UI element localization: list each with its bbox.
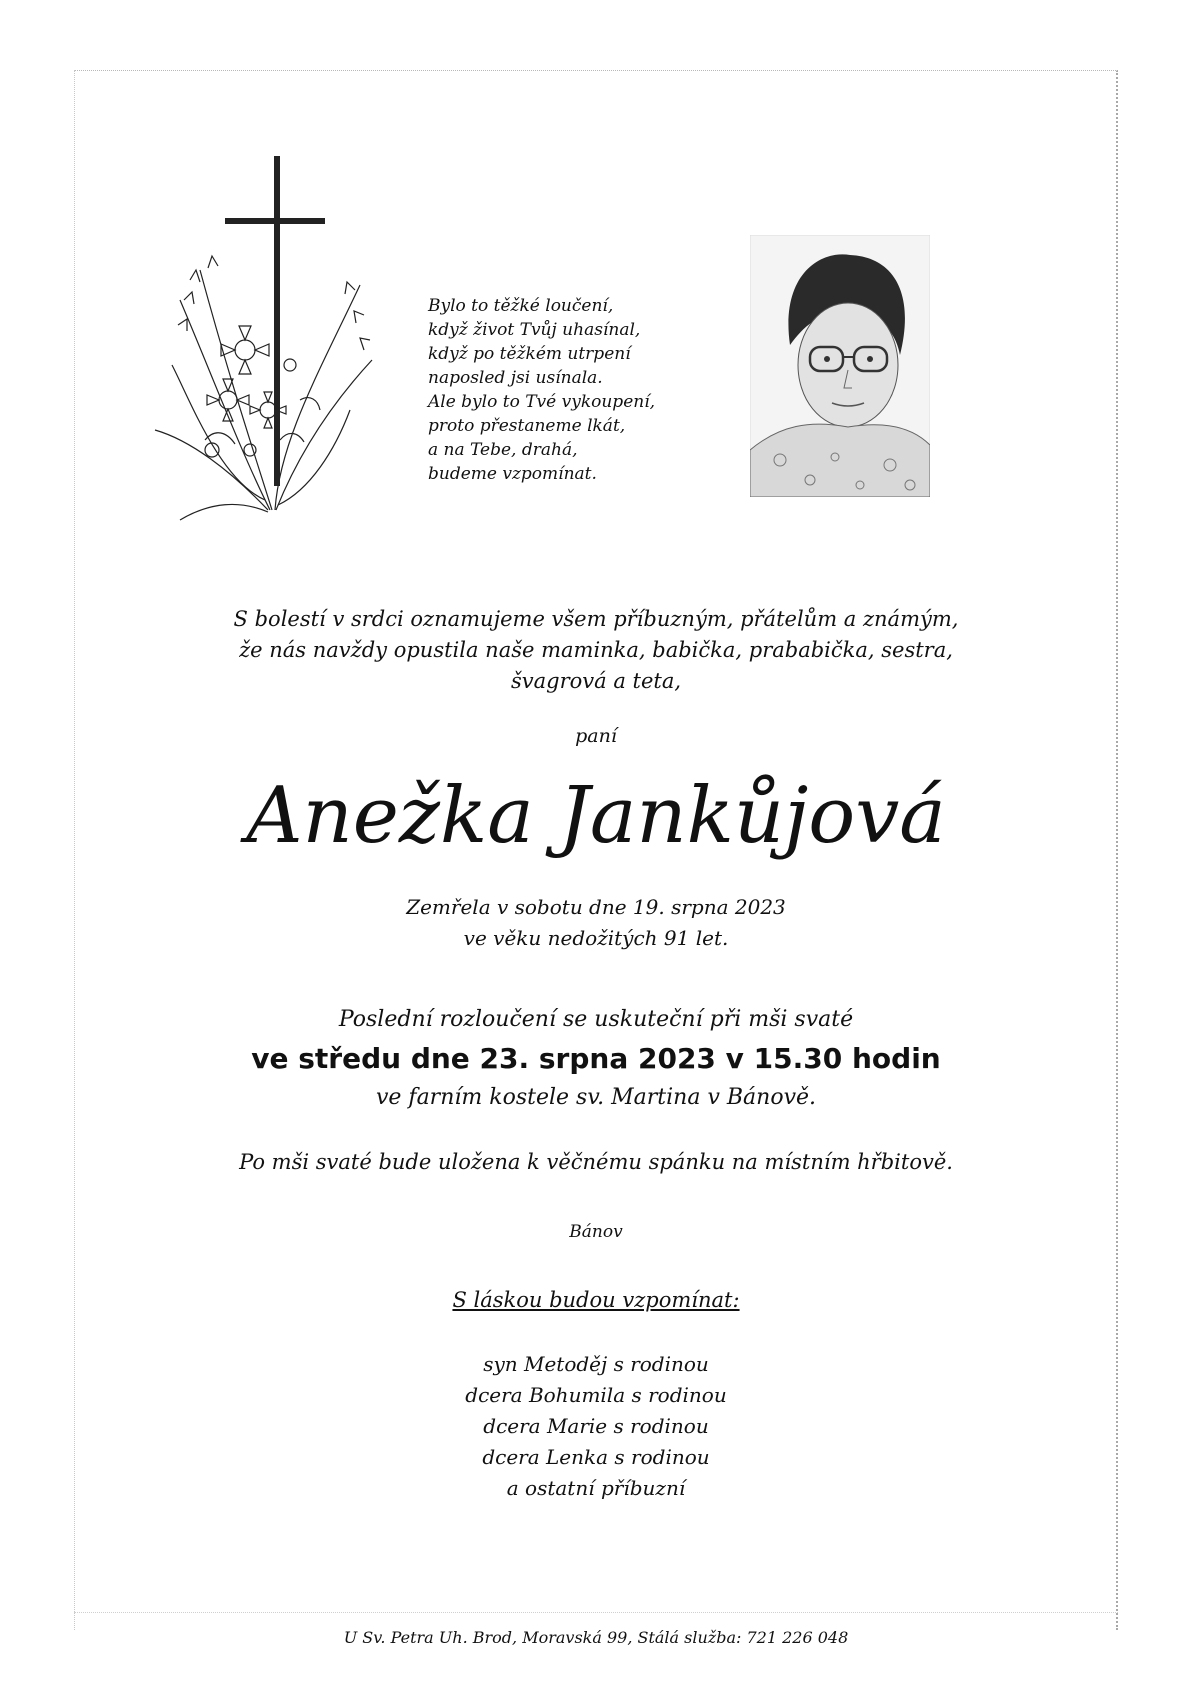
poem-line: když život Tvůj uhasínal, bbox=[428, 320, 641, 340]
mourners-heading: S láskou budou vzpomínat: bbox=[452, 1288, 740, 1312]
poem-line: proto přestaneme lkát, bbox=[428, 416, 626, 436]
list-item: dcera Bohumila s rodinou bbox=[465, 1383, 727, 1407]
farewell-place: ve farním kostele sv. Martina v Bánově. bbox=[375, 1085, 817, 1110]
farewell-intro: Poslední rozloučení se uskuteční při mši svaté bbox=[338, 1007, 854, 1032]
mourners-list bbox=[0, 1349, 1192, 1504]
portrait-photo bbox=[750, 235, 930, 497]
intro-line: švagrová a teta, bbox=[510, 669, 682, 693]
death-line: ve věku nedožitých 91 let. bbox=[463, 926, 729, 950]
deceased-name: Anežka Jankůjová bbox=[246, 771, 946, 861]
honorific: paní bbox=[575, 725, 617, 747]
funeral-service-footer: U Sv. Petra Uh. Brod, Moravská 99, Stálá služba: 721 226 048 bbox=[343, 1628, 849, 1647]
intro-line: S bolestí v srdci oznamujeme všem příbuzným, přátelům a známým, bbox=[233, 607, 959, 631]
list-item: dcera Marie s rodinou bbox=[483, 1414, 709, 1438]
cross-with-flowers-image bbox=[150, 150, 380, 525]
list-item: syn Metoděj s rodinou bbox=[483, 1352, 709, 1376]
list-item: dcera Lenka s rodinou bbox=[482, 1445, 710, 1469]
memorial-poem bbox=[428, 294, 655, 486]
announcement-intro bbox=[0, 604, 1192, 697]
poem-line: když po těžkém utrpení bbox=[428, 344, 631, 364]
death-details bbox=[0, 892, 1192, 954]
poem-line: Bylo to těžké loučení, bbox=[428, 296, 614, 316]
poem-line: a na Tebe, drahá, bbox=[428, 440, 578, 460]
intro-line: že nás navždy opustila naše maminka, babička, prababička, sestra, bbox=[239, 638, 953, 662]
farewell-date-time: ve středu dne 23. srpna 2023 v 15.30 hodin bbox=[251, 1042, 941, 1075]
poem-line: naposled jsi usínala. bbox=[428, 368, 603, 388]
burial-note: Po mši svaté bude uložena k věčnému spánku na místním hřbitově. bbox=[239, 1150, 953, 1174]
page-border-bottom bbox=[74, 1612, 1118, 1613]
list-item: a ostatní příbuzní bbox=[506, 1476, 686, 1500]
poem-line: budeme vzpomínat. bbox=[428, 464, 597, 484]
town-name: Bánov bbox=[569, 1222, 623, 1242]
death-line: Zemřela v sobotu dne 19. srpna 2023 bbox=[406, 895, 786, 919]
poem-line: Ale bylo to Tvé vykoupení, bbox=[428, 392, 656, 412]
